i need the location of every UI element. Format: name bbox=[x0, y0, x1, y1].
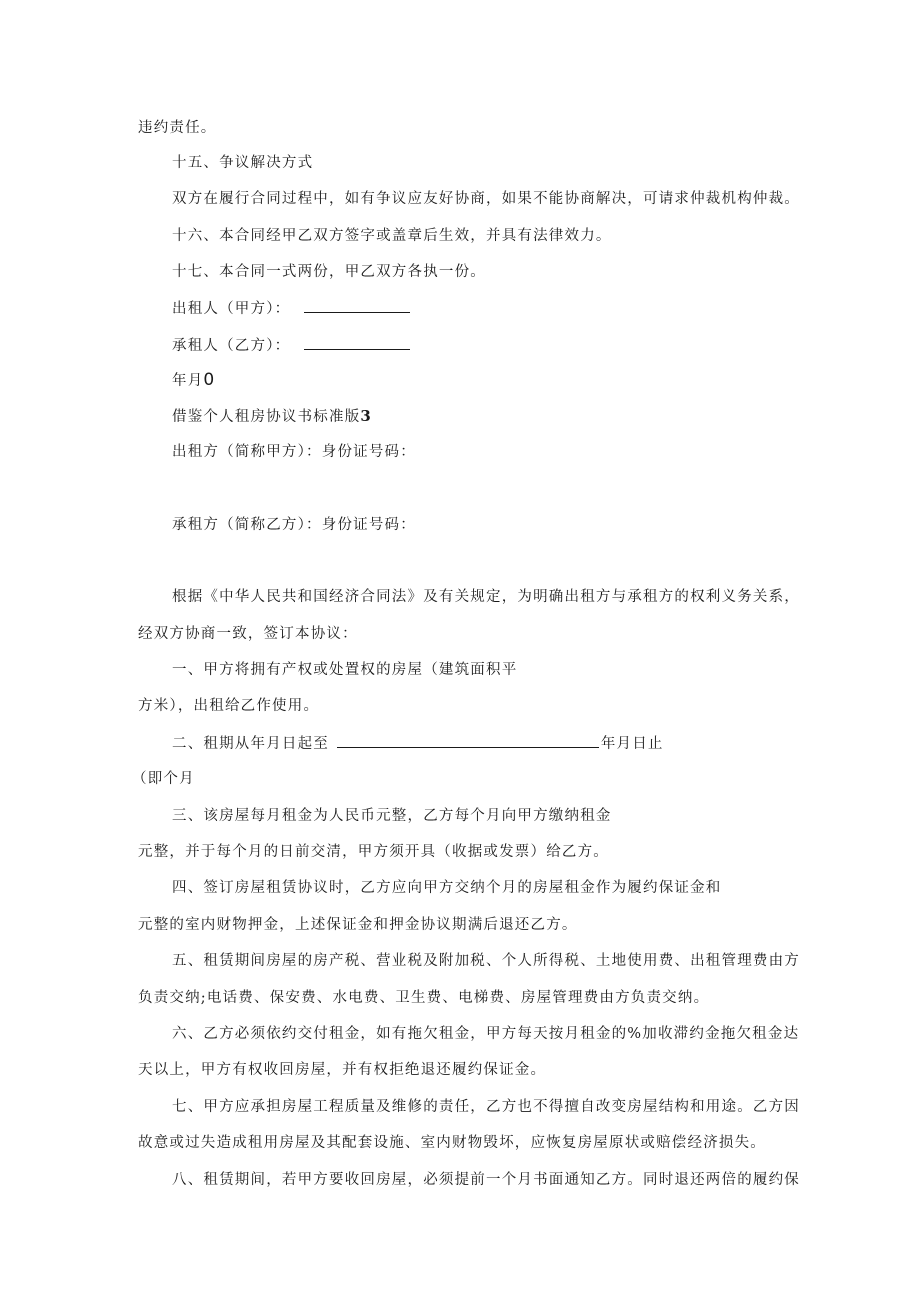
clause-6: 六、乙方必须依约交付租金，如有拖欠租金，甲方每天按月租金的%加收滞约金拖欠租金达 bbox=[172, 1026, 800, 1042]
lease-term-start: 二、租期从年月日起至 bbox=[172, 736, 329, 752]
lessor-info-line: 出租方（简称甲方）：身份证号码： bbox=[172, 444, 416, 460]
clause-7: 七、甲方应承担房屋工程质量及维修的责任，乙方也不得擅自改变房屋结构和用途。乙方因 bbox=[172, 1099, 800, 1115]
lessee-info-line: 承租方（简称乙方）：身份证号码： bbox=[172, 517, 416, 533]
text-line: 十六、本合同经甲乙双方签字或盖章后生效，并具有法律效力。 bbox=[172, 228, 612, 244]
title-text: 借鉴个人租房协议书标准版 bbox=[172, 409, 361, 425]
date-line bbox=[172, 370, 215, 391]
clause-3: 三、该房屋每月租金为人民币元整，乙方每个月向甲方缴纳租金 bbox=[172, 808, 612, 824]
date-label: 年月 bbox=[172, 373, 204, 389]
text-line: 天以上，甲方有权收回房屋，并有权拒绝退还履约保证金。 bbox=[138, 1062, 547, 1078]
lessee-signature-blank bbox=[304, 335, 410, 350]
clause-1: 一、甲方将拥有产权或处置权的房屋（建筑面积平 bbox=[172, 662, 518, 678]
clause-4: 四、签订房屋租赁协议时，乙方应向甲方交纳个月的房屋租金作为履约保证金和 bbox=[172, 880, 722, 896]
clause-5: 五、租赁期间房屋的房产税、营业税及附加税、个人所得税、土地使用费、出租管理费由方 bbox=[172, 953, 800, 969]
clause-8: 八、租赁期间，若甲方要收回房屋，必须提前一个月书面通知乙方。同时退还两倍的履约保 bbox=[172, 1172, 800, 1188]
lessee-label: 承租人（乙方）： bbox=[172, 338, 291, 354]
lessor-signature-line bbox=[172, 298, 410, 319]
text-line: （即个月 bbox=[132, 771, 195, 787]
document-title bbox=[172, 406, 372, 427]
text-line: 经双方协商一致，签订本协议： bbox=[138, 626, 358, 642]
lease-term-end: 年月日止 bbox=[600, 736, 664, 752]
text-line: 负责交纳;电话费、保安费、水电费、卫生费、电梯费、房屋管理费由方负责交纳。 bbox=[138, 990, 710, 1006]
text-line: 根据《中华人民共和国经济合同法》及有关规定，为明确出租方与承租方的权利义务关系， bbox=[172, 589, 800, 605]
text-line: 十七、本合同一式两份，甲乙双方各执一份。 bbox=[172, 264, 486, 280]
lease-term-blank bbox=[337, 733, 599, 748]
text-line: 故意或过失造成租用房屋及其配套设施、室内财物毁坏，应恢复房屋原状或赔偿经济损失。 bbox=[138, 1135, 766, 1151]
lessee-signature-line bbox=[172, 335, 410, 356]
text-line: 方米），出租给乙作使用。 bbox=[138, 698, 320, 714]
lessor-label: 出租人（甲方）： bbox=[172, 301, 291, 317]
section-heading: 十五、争议解决方式 bbox=[172, 155, 314, 171]
text-line: 违约责任。 bbox=[138, 120, 217, 136]
text-line: 元整的室内财物押金，上述保证金和押金协议期满后退还乙方。 bbox=[138, 917, 578, 933]
text-line: 元整，并于每个月的日前交清，甲方须开具（收据或发票）给乙方。 bbox=[138, 844, 609, 860]
date-digit: 0 bbox=[203, 370, 216, 390]
title-number: 3 bbox=[360, 407, 373, 425]
lessor-signature-blank bbox=[304, 298, 410, 313]
text-line: 双方在履行合同过程中，如有争议应友好协商，如果不能协商解决，可请求仲裁机构仲裁。 bbox=[172, 191, 800, 207]
clause-2 bbox=[172, 733, 664, 754]
